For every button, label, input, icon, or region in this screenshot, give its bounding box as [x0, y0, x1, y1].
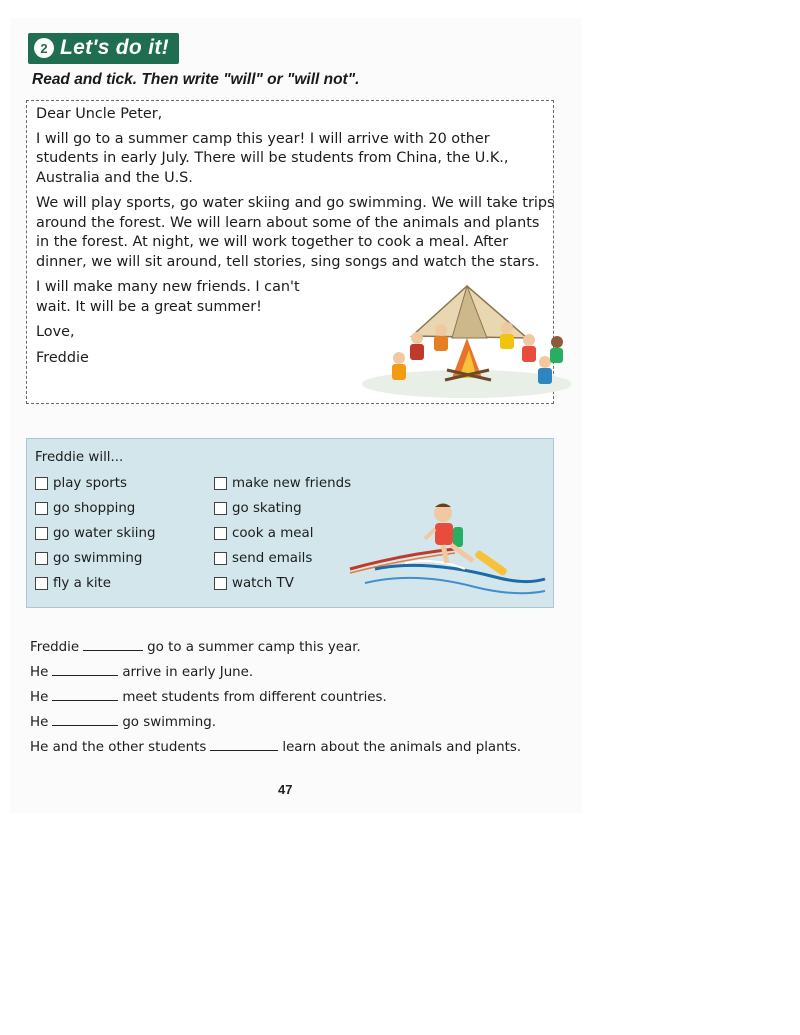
tick-item-label: make new friends	[232, 476, 352, 491]
tick-item-go-shopping[interactable]	[35, 501, 135, 516]
letter-paragraph-2: We will play sports, go water skiing and go swimming. We will take trips around the forest. We will learn about some of the animals and plants in the forest. At night, we will work together to cook a meal. After dinner, we will sit around, tell stories, sing songs and watch the stars.	[36, 195, 555, 270]
tick-item-go-skating[interactable]	[214, 501, 302, 516]
tick-item-label: go swimming	[53, 551, 143, 566]
tick-item-label: watch TV	[232, 576, 294, 591]
tick-item-label: send emails	[232, 551, 313, 566]
answer-blank[interactable]	[52, 713, 118, 726]
fill-in-sentence-1: Freddie go to a summer camp this year.	[30, 640, 361, 655]
tick-checkbox[interactable]	[35, 502, 48, 515]
tick-checkbox[interactable]	[214, 477, 227, 490]
letter-box	[26, 100, 554, 404]
tick-checkbox[interactable]	[214, 502, 227, 515]
answer-blank[interactable]	[210, 738, 278, 751]
campfire-scene-illustration	[357, 266, 571, 398]
tick-checkbox[interactable]	[214, 552, 227, 565]
tick-item-cook-a-meal[interactable]	[214, 526, 313, 541]
tick-checkbox[interactable]	[35, 552, 48, 565]
answer-blank[interactable]	[83, 638, 143, 651]
tick-item-watch-tv[interactable]	[214, 576, 294, 591]
tick-checkbox[interactable]	[35, 577, 48, 590]
tick-checkbox[interactable]	[35, 477, 48, 490]
exercise-instruction: Read and tick. Then write "will" or "will not".	[32, 71, 360, 88]
tick-list-panel	[26, 438, 554, 608]
tick-item-go-water-skiing[interactable]	[35, 526, 156, 541]
letter-signature: Freddie	[36, 349, 89, 366]
letter-paragraph-1: I will go to a summer camp this year! I will arrive with 20 other students in early July. There will be students from China, the U.K., Australia and the U.S.	[36, 130, 509, 186]
tick-checkbox[interactable]	[214, 577, 227, 590]
tick-item-label: go water skiing	[53, 526, 156, 541]
tick-item-label: play sports	[53, 476, 128, 491]
tick-item-make-new-friends[interactable]	[214, 476, 351, 491]
section-header	[28, 33, 179, 64]
fill-in-sentence-5: He and the other students learn about the animals and plants.	[30, 740, 522, 755]
fill-in-sentence-4: He go swimming.	[30, 715, 216, 730]
letter-paragraph-3: I will make many new friends. I can't wait. It will be a great summer!	[36, 279, 300, 315]
tick-item-label: cook a meal	[232, 526, 314, 541]
workbook-page	[10, 18, 582, 813]
tick-item-fly-a-kite[interactable]	[35, 576, 111, 591]
letter-greeting: Dear Uncle Peter,	[36, 106, 163, 122]
tick-list-title: Freddie will...	[35, 450, 124, 465]
section-title: Let's do it!	[60, 36, 169, 59]
tick-item-send-emails[interactable]	[214, 551, 312, 566]
answer-blank[interactable]	[52, 688, 118, 701]
tick-item-label: go shopping	[53, 501, 136, 516]
tick-item-play-sports[interactable]	[35, 476, 127, 491]
fill-in-sentence-3: He meet students from different countries.	[30, 690, 387, 705]
letter-closing: Love,	[36, 324, 75, 340]
tick-checkbox[interactable]	[214, 527, 227, 540]
fill-in-sentence-2: He arrive in early June.	[30, 665, 254, 680]
page-number: 47	[278, 782, 293, 797]
tick-item-go-swimming[interactable]	[35, 551, 142, 566]
tick-item-label: go skating	[232, 501, 302, 516]
answer-blank[interactable]	[52, 663, 118, 676]
tick-checkbox[interactable]	[35, 527, 48, 540]
water-skier-illustration	[345, 499, 550, 599]
tick-item-label: fly a kite	[53, 576, 112, 591]
section-number-badge: 2	[34, 38, 54, 58]
